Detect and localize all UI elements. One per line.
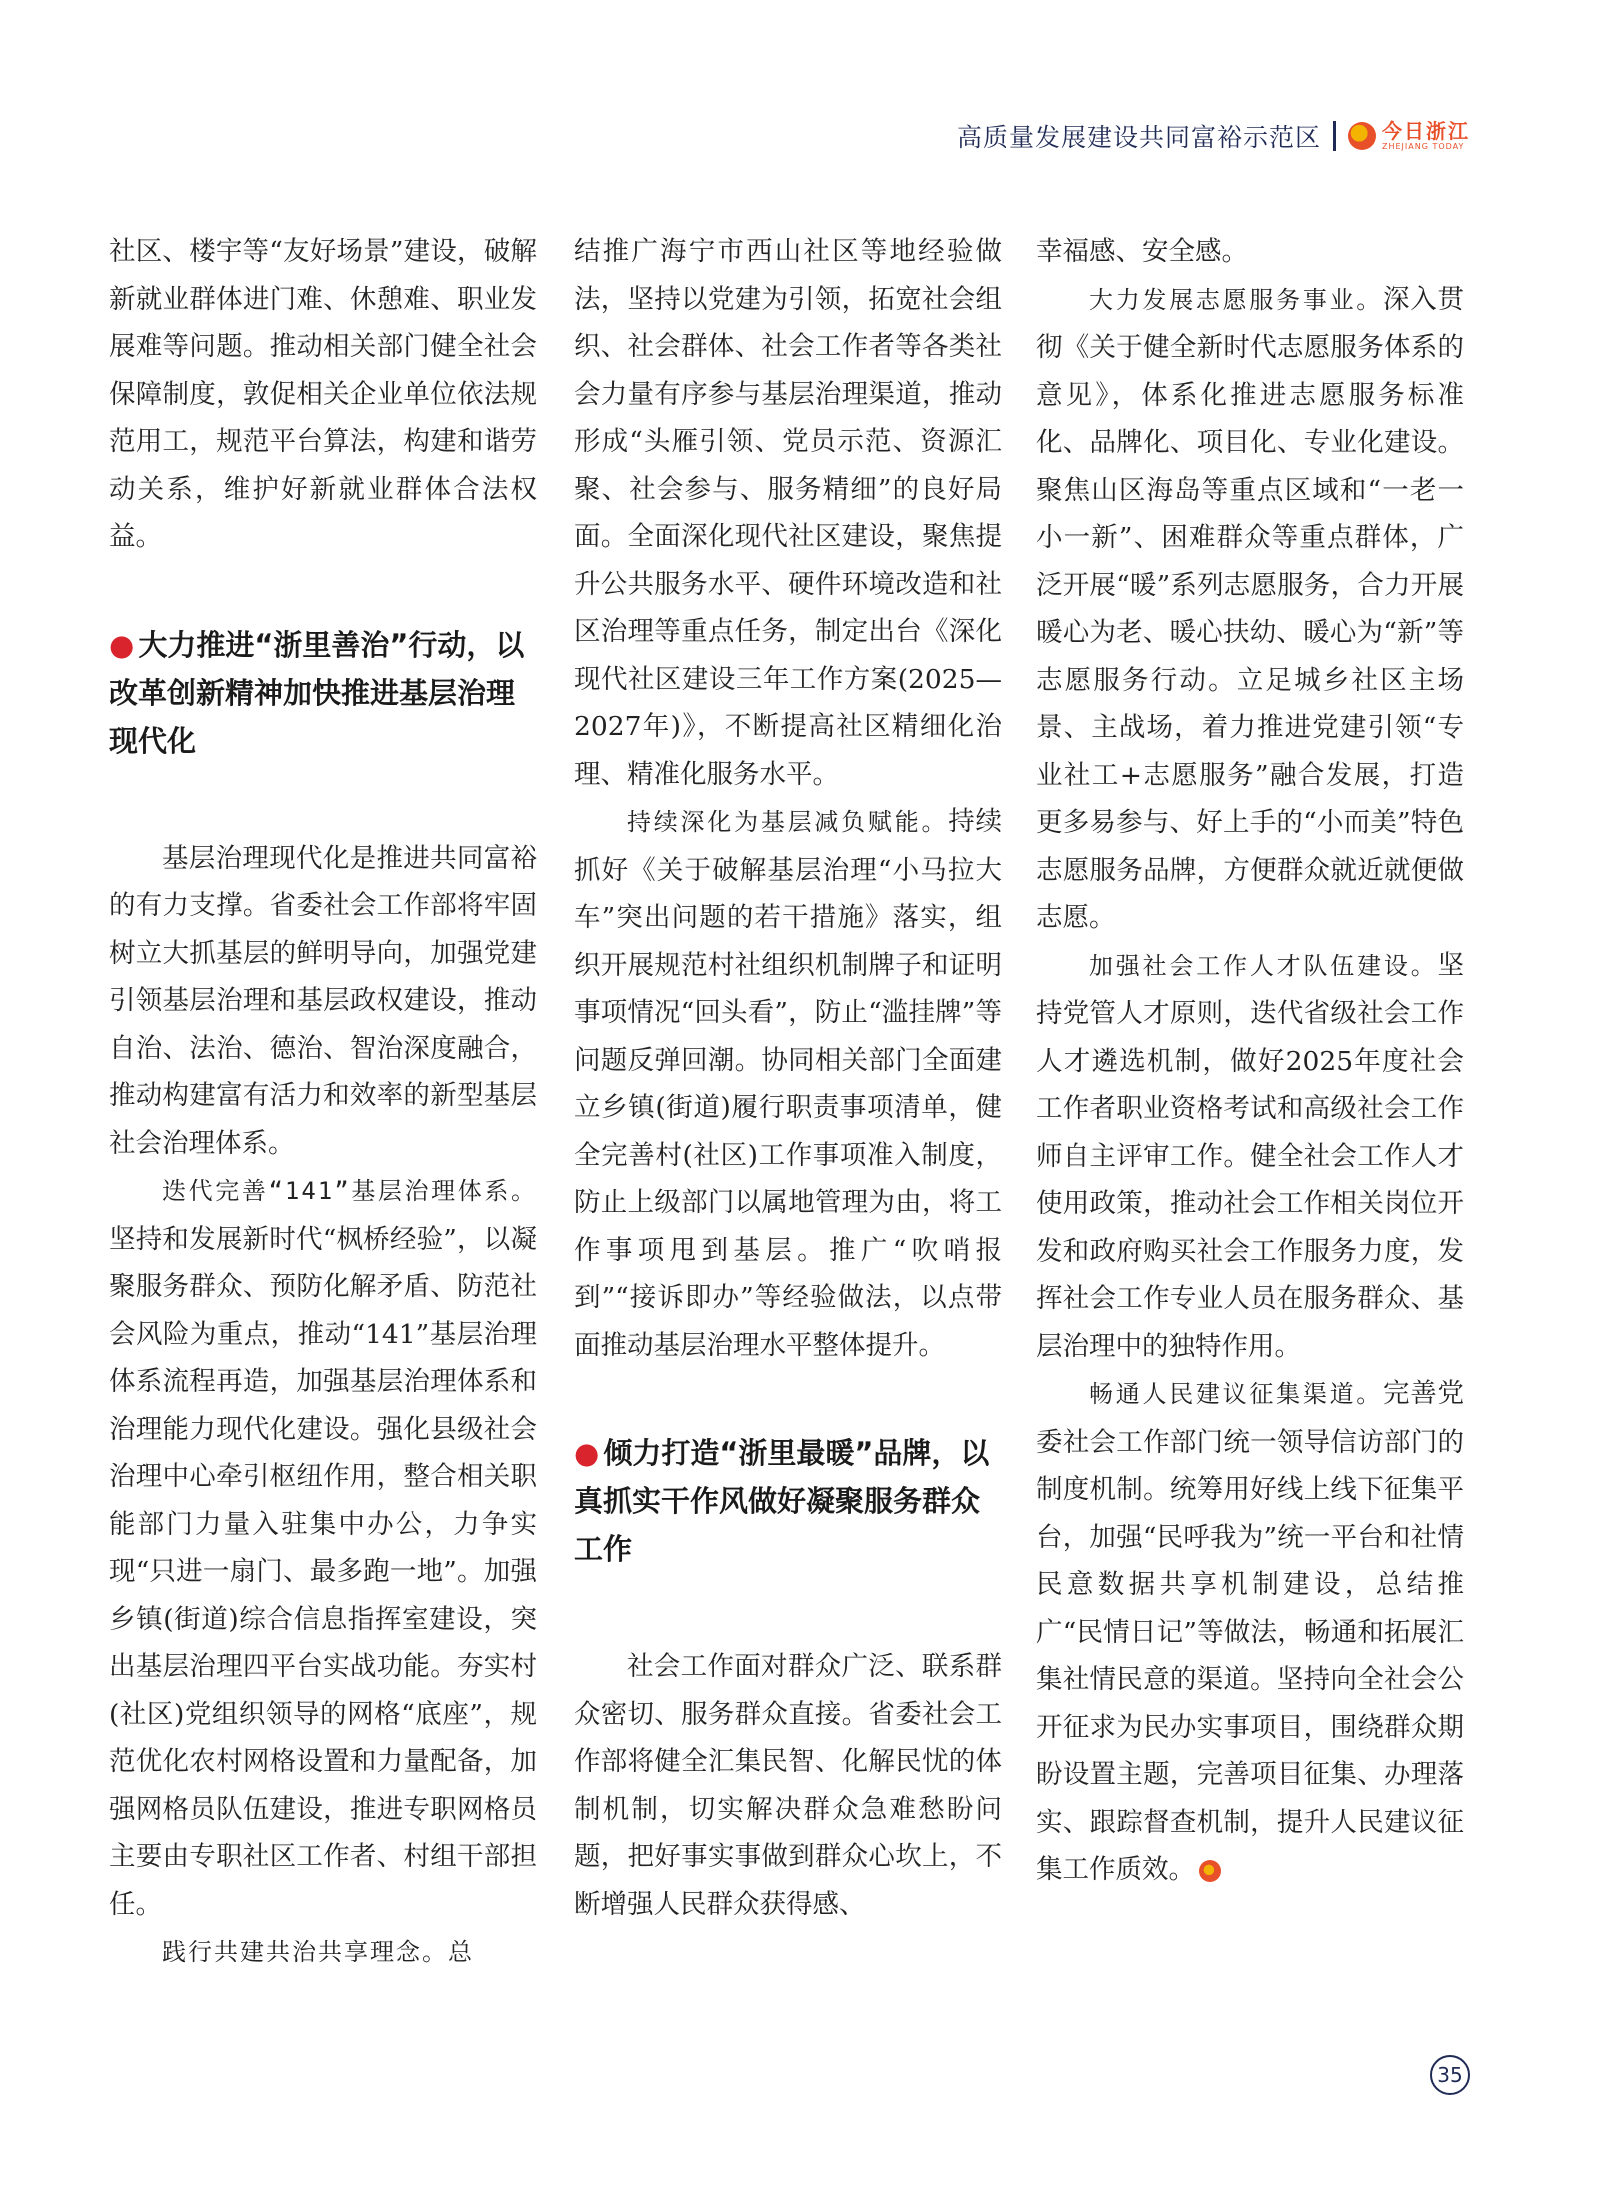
paragraph-lead: 大力发展志愿服务事业。	[1089, 285, 1384, 314]
section-heading-text: 大力推进“浙里善治”行动，以改革创新精神加快推进基层治理现代化	[109, 627, 525, 758]
end-mark-icon	[1199, 1860, 1221, 1882]
logo-cn-text: 今日浙江	[1382, 119, 1470, 143]
paragraph	[109, 1928, 537, 1977]
header-divider	[1333, 121, 1336, 151]
column-3	[1036, 228, 1464, 1894]
paragraph-lead: 践行共建共治共享理念。总	[162, 1938, 474, 1966]
column-2	[574, 228, 1002, 1928]
paragraph	[109, 1167, 537, 1928]
logo-en-text: ZHEJIANG TODAY	[1382, 142, 1465, 151]
paragraph-body: 完善党委社会工作部门统一领导信访部门的制度机制。统筹用好线上线下征集平台，加强“民呼我为”统一平台和社情民意数据共享机制建设，总结推广“民情日记”等做法，畅通和拓展汇集社情民意的渠道。坚持向全社会公开征求为民办实事项目，围绕群众期盼设置主题，完善项目征集、办理落实、跟踪督查机制，提升人民建议征集工作质效。	[1036, 1378, 1465, 1885]
paragraph-body: 持续抓好《关于破解基层治理“小马拉大车”突出问题的若干措施》落实，组织开展规范村社组织机制牌子和证明事项情况“回头看”，防止“滥挂牌”等问题反弹回潮。协同相关部门全面建立乡镇(街道)履行职责事项清单，健全完善村(社区)工作事项准入制度，防止上级部门以属地管理为由，将工作事项甩到基层。推广“吹哨报到”“接诉即办”等经验做法，以点带面推动基层治理水平整体提升。	[574, 806, 1003, 1361]
section-heading-text: 倾力打造“浙里最暖”品牌，以真抓实干作风做好凝聚服务群众工作	[574, 1436, 990, 1566]
section-heading-2	[574, 1429, 1002, 1573]
paragraph	[574, 798, 1002, 1369]
sun-logo-icon	[1348, 122, 1376, 150]
paragraph-body: 深入贯彻《关于健全新时代志愿服务体系的意见》，体系化推进志愿服务标准化、品牌化、项目化、专业化建设。聚焦山区海岛等重点区域和“一老一小一新”、困难群众等重点群体，广泛开展“暖”系列志愿服务，合力开展暖心为老、暖心扶幼、暖心为“新”等志愿服务行动。立足城乡社区主场景、主战场，着力推进党建引领“专业社工+志愿服务”融合发展，打造更多易参与、好上手的“小而美”特色志愿服务品牌，方便群众就近就便做志愿。	[1036, 283, 1465, 933]
paragraph	[1036, 276, 1464, 942]
paragraph-lead: 加强社会工作人才队伍建设。	[1089, 951, 1438, 980]
paragraph: 幸福感、安全感。	[1036, 236, 1248, 267]
page-header	[957, 118, 1470, 154]
paragraph	[1036, 942, 1464, 1371]
paragraph-body: 坚持党管人才原则，迭代省级社会工作人才遴选机制，做好2025年度社会工作者职业资格考试和高级社会工作师自主评审工作。健全社会工作人才使用政策，推动社会工作相关岗位开发和政府购买社会工作服务力度，发挥社会工作专业人员在服务群众、基层治理中的独特作用。	[1036, 949, 1464, 1362]
magazine-logo	[1348, 121, 1470, 151]
paragraph	[1036, 1370, 1464, 1894]
paragraph-body: 坚持和发展新时代“枫桥经验”，以凝聚服务群众、预防化解矛盾、防范社会风险为重点，推动“141”基层治理体系流程再造，加强基层治理体系和治理能力现代化建设。强化县级社会治理中心牵引枢纽作用，整合相关职能部门力量入驻集中办公，力争实现“只进一扇门、最多跑一地”。加强乡镇(街道)综合信息指挥室建设，突出基层治理四平台实战功能。夯实村(社区)党组织领导的网格“底座”，规范优化农村网格设置和力量配备，加强网格员队伍建设，推进专职网格员主要由专职社区工作者、村组干部担任。	[109, 1223, 537, 1920]
section-heading-1	[109, 621, 537, 765]
bullet-dot-icon: ●	[109, 627, 135, 662]
bullet-dot-icon: ●	[574, 1436, 600, 1470]
paragraph: 结推广海宁市西山社区等地经验做法，坚持以党建为引领，拓宽社会组织、社会群体、社会工作者等各类社会力量有序参与基层治理渠道，推动形成“头雁引领、党员示范、资源汇聚、社会参与、服务精细”的良好局面。全面深化现代社区建设，聚焦提升公共服务水平、硬件环境改造和社区治理等重点任务，制定出台《深化现代社区建设三年工作方案(2025—2027年)》，不断提高社区精细化治理、精准化服务水平。	[574, 236, 1002, 790]
paragraph-lead: 持续深化为基层减负赋能。	[627, 808, 949, 836]
paragraph: 社会工作面对群众广泛、联系群众密切、服务群众直接。省委社会工作部将健全汇集民智、化解民忧的体制机制，切实解决群众急难愁盼问题，把好事实事做到群众心坎上，不断增强人民群众获得感、	[574, 1651, 1002, 1920]
column-1	[109, 228, 537, 1977]
header-title: 高质量发展建设共同富裕示范区	[956, 123, 1321, 152]
paragraph-lead: 畅通人民建议征集渠道。	[1089, 1380, 1384, 1408]
paragraph: 社区、楼宇等“友好场景”建设，破解新就业群体进门难、休憩难、职业发展难等问题。推动相关部门健全社会保障制度，敦促相关企业单位依法规范用工，规范平台算法，构建和谐劳动关系，维护好新就业群体合法权益。	[109, 236, 537, 552]
paragraph-lead: 迭代完善“141”基层治理体系。	[162, 1177, 537, 1205]
paragraph: 基层治理现代化是推进共同富裕的有力支撑。省委社会工作部将牢固树立大抓基层的鲜明导向，加强党建引领基层治理和基层政权建设，推动自治、法治、德治、智治深度融合，推动构建富有活力和效率的新型基层社会治理体系。	[109, 842, 537, 1159]
page-number: 35	[1430, 2055, 1470, 2095]
